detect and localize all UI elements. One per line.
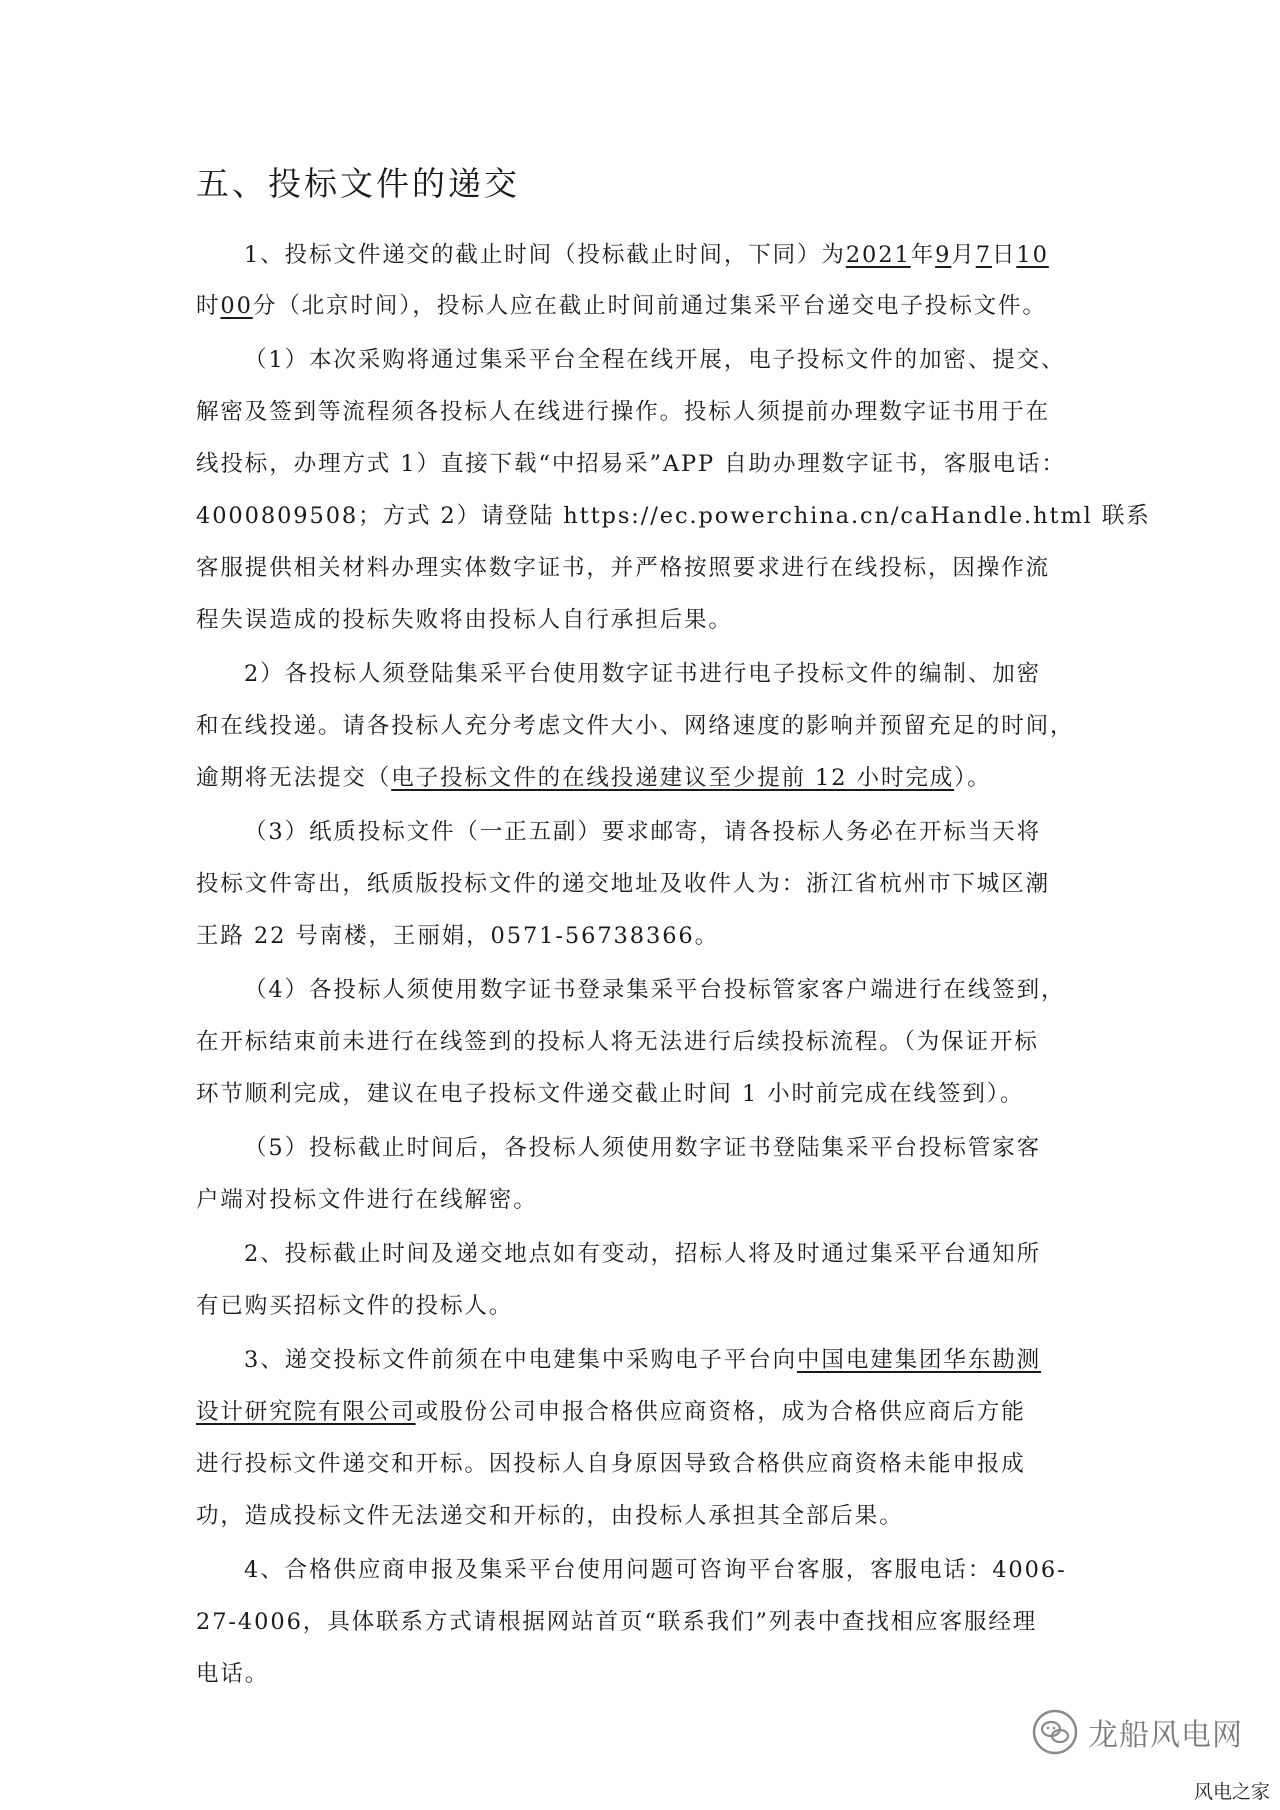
item5-line: 户端对投标文件进行在线解密。 (196, 1187, 538, 1213)
para1-line1: 1、投标文件递交的截止时间（投标截止时间，下同）为2021年9月7日10 (244, 242, 1049, 268)
item1-line: 客服提供相关材料办理实体数字证书，并严格按照要求进行在线投标，因操作流 (196, 555, 1051, 581)
item4-line: 在开标结束前未进行在线签到的投标人将无法进行后续投标流程。（为保证开标 (196, 1029, 1039, 1055)
item1-line: 4000809508；方式 2）请登陆 https://ec.powerchina.cn/caHandle.html 联系 (196, 503, 1151, 529)
corner-label: 风电之家 (1193, 1781, 1270, 1803)
organization-name-underlined: 中国电建集团华东勘测 (797, 1347, 1042, 1373)
item3-line: （3）纸质投标文件（一正五副）要求邮寄，请各投标人务必在开标当天将 (244, 819, 1042, 845)
deadline-year: 2021 (845, 242, 911, 268)
organization-name-underlined-cont: 设计研究院有限公司 (196, 1399, 416, 1425)
para1-line2: 时00分（北京时间），投标人应在截止时间前通过集采平台递交电子投标文件。 (196, 293, 1047, 319)
item2-line1: 2）各投标人须登陆集采平台使用数字证书进行电子投标文件的编制、加密 (244, 661, 1042, 687)
item4-line: （4）各投标人须使用数字证书登录集采平台投标管家客户端进行在线签到， (244, 977, 1066, 1003)
para4-line: 27-4006，具体联系方式请根据网站首页“联系我们”列表中查找相应客服经理 (196, 1609, 1038, 1635)
para3-line4: 功，造成投标文件无法递交和开标的，由投标人承担其全部后果。 (196, 1503, 904, 1529)
para4-line: 4、合格供应商申报及集采平台使用问题可咨询平台客服，客服电话：4006- (244, 1557, 1067, 1583)
deadline-hour: 10 (1016, 242, 1049, 268)
item3-line: 投标文件寄出，纸质版投标文件的递交地址及收件人为：浙江省杭州市下城区潮 (196, 871, 1051, 897)
deadline-day: 7 (975, 242, 992, 268)
recommendation-underlined: 电子投标文件的在线投递建议至少提前 12 小时完成 (391, 765, 955, 791)
wechat-bubble-icon (1032, 1709, 1078, 1755)
deadline-minute: 00 (220, 293, 253, 319)
item2-line2: 和在线投递。请各投标人充分考虑文件大小、网络速度的影响并预留充足的时间， (196, 713, 1075, 739)
item5-line: （5）投标截止时间后，各投标人须使用数字证书登陆集采平台投标管家客 (244, 1135, 1042, 1161)
para2-line: 2、投标截止时间及递交地点如有变动，招标人将及时通过集采平台通知所 (244, 1241, 1042, 1267)
para3-line2: 设计研究院有限公司或股份公司申报合格供应商资格，成为合格供应商后方能 (196, 1399, 1026, 1425)
item2-line3: 逾期将无法提交（电子投标文件的在线投递建议至少提前 12 小时完成）。 (196, 765, 992, 791)
section-title: 五、投标文件的递交 (196, 164, 520, 203)
watermark-text: 龙船风电网 (1088, 1718, 1243, 1753)
para3-line1: 3、递交投标文件前须在中电建集中采购电子平台向中国电建集团华东勘测 (244, 1347, 1042, 1373)
para4-line: 电话。 (196, 1661, 270, 1687)
item1-line: 程失误造成的投标失败将由投标人自行承担后果。 (196, 607, 733, 633)
item1-line: 解密及签到等流程须各投标人在线进行操作。投标人须提前办理数字证书用于在 (196, 399, 1051, 425)
item1-line: （1）本次采购将通过集采平台全程在线开展，电子投标文件的加密、提交、 (244, 347, 1066, 373)
para2-line: 有已购买招标文件的投标人。 (196, 1293, 514, 1319)
watermark (1032, 1707, 1243, 1757)
item4-line: 环节顺利完成，建议在电子投标文件递交截止时间 1 小时前完成在线签到）。 (196, 1081, 1025, 1107)
deadline-month: 9 (935, 242, 952, 268)
item1-line: 线投标，办理方式 1）直接下载“中招易采”APP 自助办理数字证书，客服电话： (196, 451, 1066, 477)
item3-line: 王路 22 号南楼，王丽娟，0571-56738366。 (196, 923, 720, 949)
para3-line3: 进行投标文件递交和开标。因投标人自身原因导致合格供应商资格未能申报成 (196, 1451, 1026, 1477)
